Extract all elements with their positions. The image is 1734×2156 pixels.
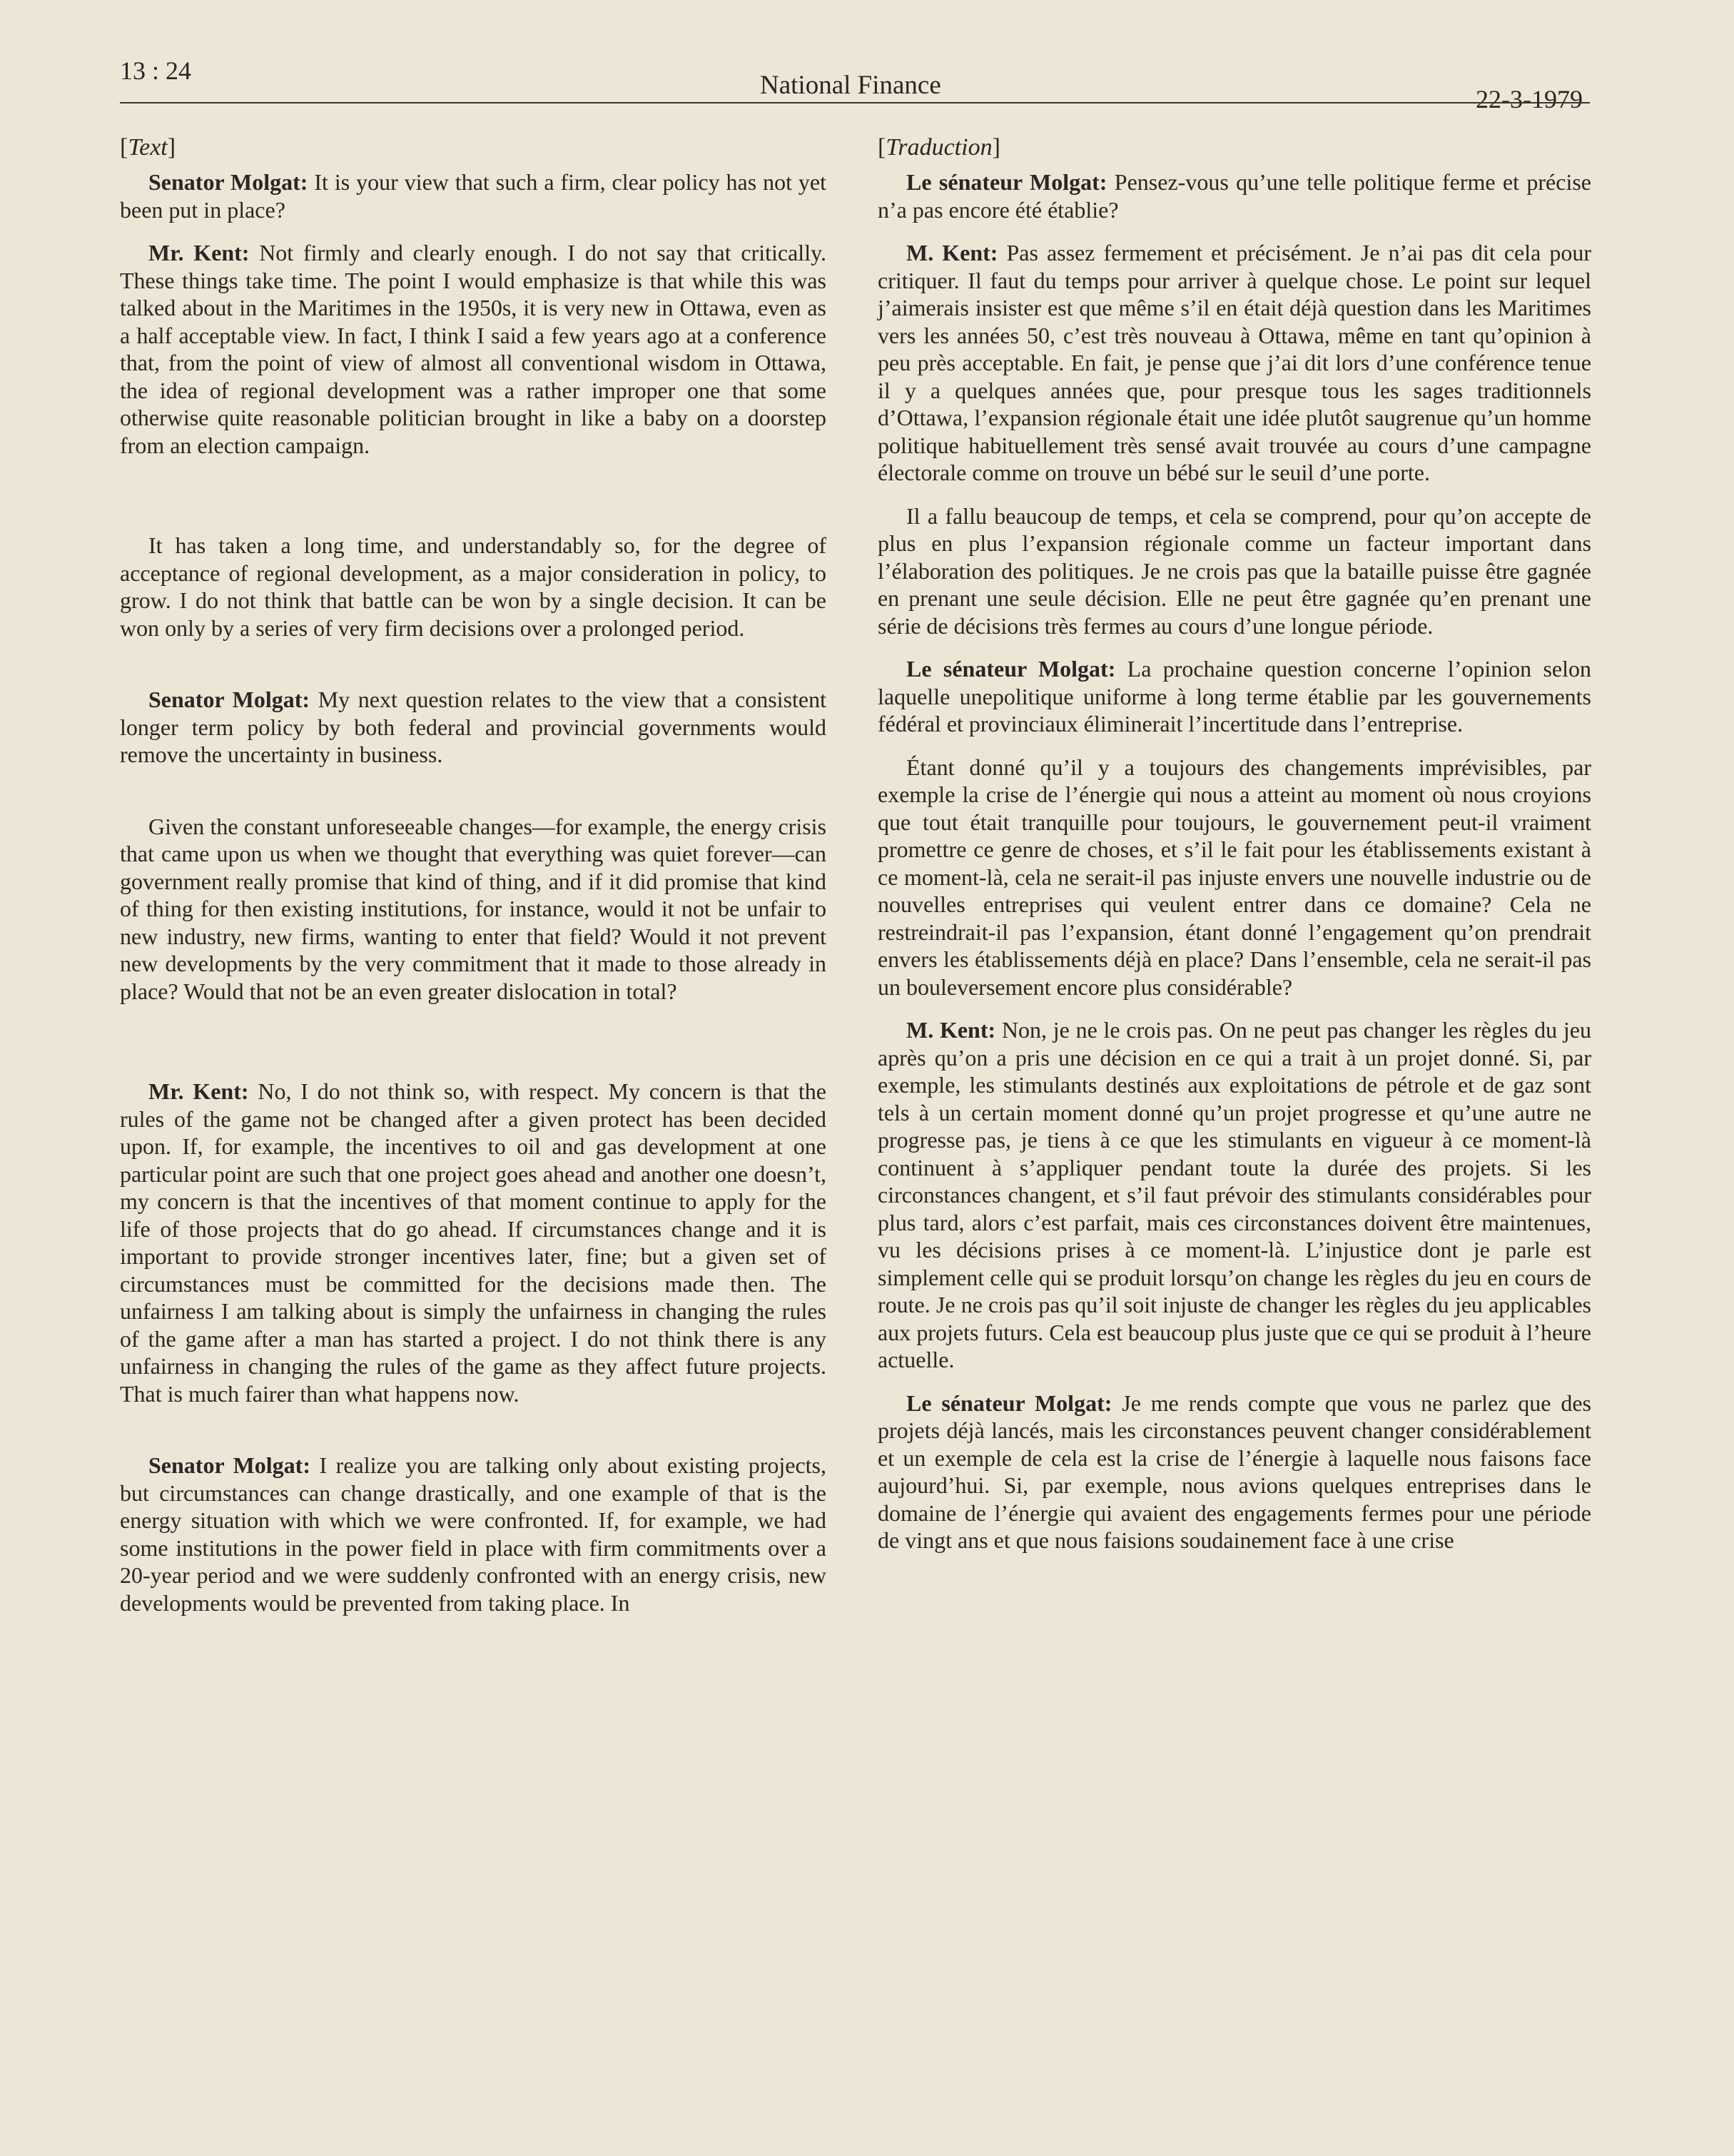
speaker-name: Mr. Kent: (148, 240, 250, 265)
english-paragraph-2: Mr. Kent: Not firmly and clearly enough. I do not say that critically. These things take time. The point I would emphasize is that while this was talked about in the Maritimes in the 1950s, it is very new in Ottawa, even as a half acceptable view. In fact, I think I said a few years ago at a conference that, from the point of view of almost all conventional wisdom in Ottawa, the idea of regional development was a rather improper one that some otherwise quite reasonable politician brought in like a baby on a doorstep from an election campaign. (120, 240, 827, 458)
english-paragraph-3: It has taken a long time, and understandably so, for the degree of acceptance of regional development, as a major consideration in policy, to grow. I do not think that battle can be won by a single decision. It can be won only by a series of very firm decisions over a prolonged period. (120, 532, 826, 641)
french-lang-tag: [Traduction] (878, 134, 1000, 161)
running-title: National Finance (760, 71, 941, 100)
french-paragraph-6: M. Kent: Non, je ne le crois pas. On ne peut pas changer les règles du jeu après qu’on a pris une décision en ce qui a trait à un projet donné. Si, par exemple, les stimulants destinés aux exploitations de pétrole et de gaz sont tels à un certain moment donné qu’un projet progresse et qu’une autre ne progresse pas, je tiens à ce que les stimulants en vigueur à ce moment-là continuent à s’appliquer pendant toute la durée des projets. Si les circonstances changent, et s’il faut prévoir des stimulants considérables pour plus tard, alors c’est parfait, mais ces circonstances doivent être maintenues, vu les décisions prises à ce moment-là. L’injustice dont je parle est simplement celle qui se produit lorsqu’on change les règles du jeu en cours de route. Je ne crois pas qu’il soit injuste de changer les règles du jeu applicables aux projets futurs. Cela est beaucoup plus juste que ce qui se produit à l’heure actuelle. (878, 1017, 1592, 1372)
french-column (878, 134, 1591, 1570)
english-paragraph-4: Senator Molgat: My next question relates to the view that a consistent longer term policy by both federal and provincial governments would remove the uncertainty in business. (120, 687, 827, 767)
english-column (120, 134, 826, 1632)
page-header (0, 0, 1734, 136)
french-paragraph-1: Le sénateur Molgat: Pensez-vous qu’une telle politique ferme et précise n’a pas encore été établie? (878, 169, 1592, 223)
speaker-name: M. Kent: (906, 1017, 996, 1043)
speaker-name: Senator Molgat: (148, 687, 310, 712)
speaker-name: M. Kent: (906, 240, 998, 265)
page-number: 13 : 24 (120, 56, 192, 85)
speaker-name: Senator Molgat: (148, 1452, 310, 1478)
french-paragraph-7: Le sénateur Molgat: Je me rends compte que vous ne parlez que des projets déjà lancés, mais les circonstances peuvent changer considérablement et un exemple de cela est la crise de l’énergie à laquelle nous faisons face aujourd’hui. Si, par exemple, nous avions quelques entreprises dans le domaine de l’énergie qui avaient des engagements fermes pour une période de vingt ans et que nous faisions soudainement face à une crise (878, 1390, 1592, 1553)
french-paragraph-3: Il a fallu beaucoup de temps, et cela se comprend, pour qu’on accepte de plus en plus l’expansion régionale comme un facteur important dans l’élaboration des politiques. Je ne crois pas que la bataille puisse être gagnée en prenant une seule décision. Elle ne peut être gagnée qu’en prenant une série de décisions très fermes au cours d’une longue période. (878, 502, 1591, 639)
speaker-name: Senator Molgat: (148, 169, 308, 195)
french-paragraph-4: Le sénateur Molgat: La prochaine question concerne l’opinion selon laquelle unepolitique uniforme à long terme établie par les gouvernements fédéral et provinciaux éliminerait l’incertitude dans l’entreprise. (878, 656, 1591, 737)
english-paragraph-6: Mr. Kent: No, I do not think so, with respect. My concern is that the rules of the game not be changed after a given protect has been decided upon. If, for example, the incentives to oil and gas development at one particular point are such that one project goes ahead and another one doesn’t, my concern is that the incentives of that moment continue to apply for the life of those projects that do go ahead. If circumstances change and it is important to provide stronger incentives later, fine; but a given set of circumstances must be committed for the decisions made then. The unfairness I am talking about is simply the unfairness in changing the rules of the game after a man has started a project. I do not think there is any unfairness in changing the rules of the game as they affect future projects. That is much fairer than what happens now. (120, 1078, 827, 1407)
header-rule (120, 102, 1590, 103)
speaker-name: Le sénateur Molgat: (906, 1390, 1112, 1416)
speaker-name: Le sénateur Molgat: (906, 169, 1107, 195)
page-date: 22-3-1979 (1476, 85, 1583, 113)
speaker-name: Le sénateur Molgat: (906, 656, 1116, 682)
french-paragraph-2: M. Kent: Pas assez fermement et précisément. Je n’ai pas dit cela pour critiquer. Il faut du temps pour arriver à quelque chose. Le point sur lequel j’aimerais insister est que même s’il en était déjà question dans les Maritimes vers les années 50, c’est très nouveau à Ottawa, même en tant qu’opinion à peu près acceptable. En fait, je pense que j’ai dit lors d’une conférence tenue il y a quelques années que, pour presque tous les sages traditionnels d’Ottawa, l’expansion régionale était une idée plutôt saugrenue qu’un homme politique habituellement très sensé avait trouvée au cours d’une campagne électorale comme on trouve un bébé sur le seuil d’une porte. (878, 240, 1592, 485)
speaker-name: Mr. Kent: (148, 1078, 249, 1104)
english-paragraph-1: Senator Molgat: It is your view that such a firm, clear policy has not yet been put in place? (120, 169, 827, 223)
english-lang-tag: [Text] (120, 134, 176, 161)
french-paragraph-5: Étant donné qu’il y a toujours des changements imprévisibles, par exemple la crise de l’énergie qui nous a atteint au moment où nous croyions que tout était tranquille pour toujours, le gouvernement peut-il vraiment promettre ce genre de choses, et s’il le fait pour les établissements existant à ce moment-là, cela ne serait-il pas injuste envers une nouvelle industrie ou de nouvelles entreprises qui veulent entrer dans ce domaine? Cela ne restreindrait-il pas l’expansion, étant donné l’engagement qu’on prendrait envers les établissements déjà en place? Dans l’ensemble, cela ne serait-il pas un bouleversement encore plus considérable? (878, 754, 1591, 1000)
english-paragraph-7: Senator Molgat: I realize you are talking only about existing projects, but circumstances can change drastically, and one example of that is the energy situation with which we were confronted. If, for example, we had some institutions in the power field in place with firm commitments over a 20-year period and we were suddenly confronted with an energy crisis, new developments would be prevented from taking place. In (120, 1452, 827, 1616)
english-paragraph-5: Given the constant unforeseeable changes—for example, the energy crisis that came upon us when we thought that everything was quiet forever—can government really promise that kind of thing, and if it did promise that kind of thing for then existing institutions, for instance, would it not be unfair to new industry, new firms, wanting to enter that field? Would it not prevent new developments by the very commitment that it made to those already in place? Would that not be an even greater dislocation in total? (120, 813, 826, 1004)
